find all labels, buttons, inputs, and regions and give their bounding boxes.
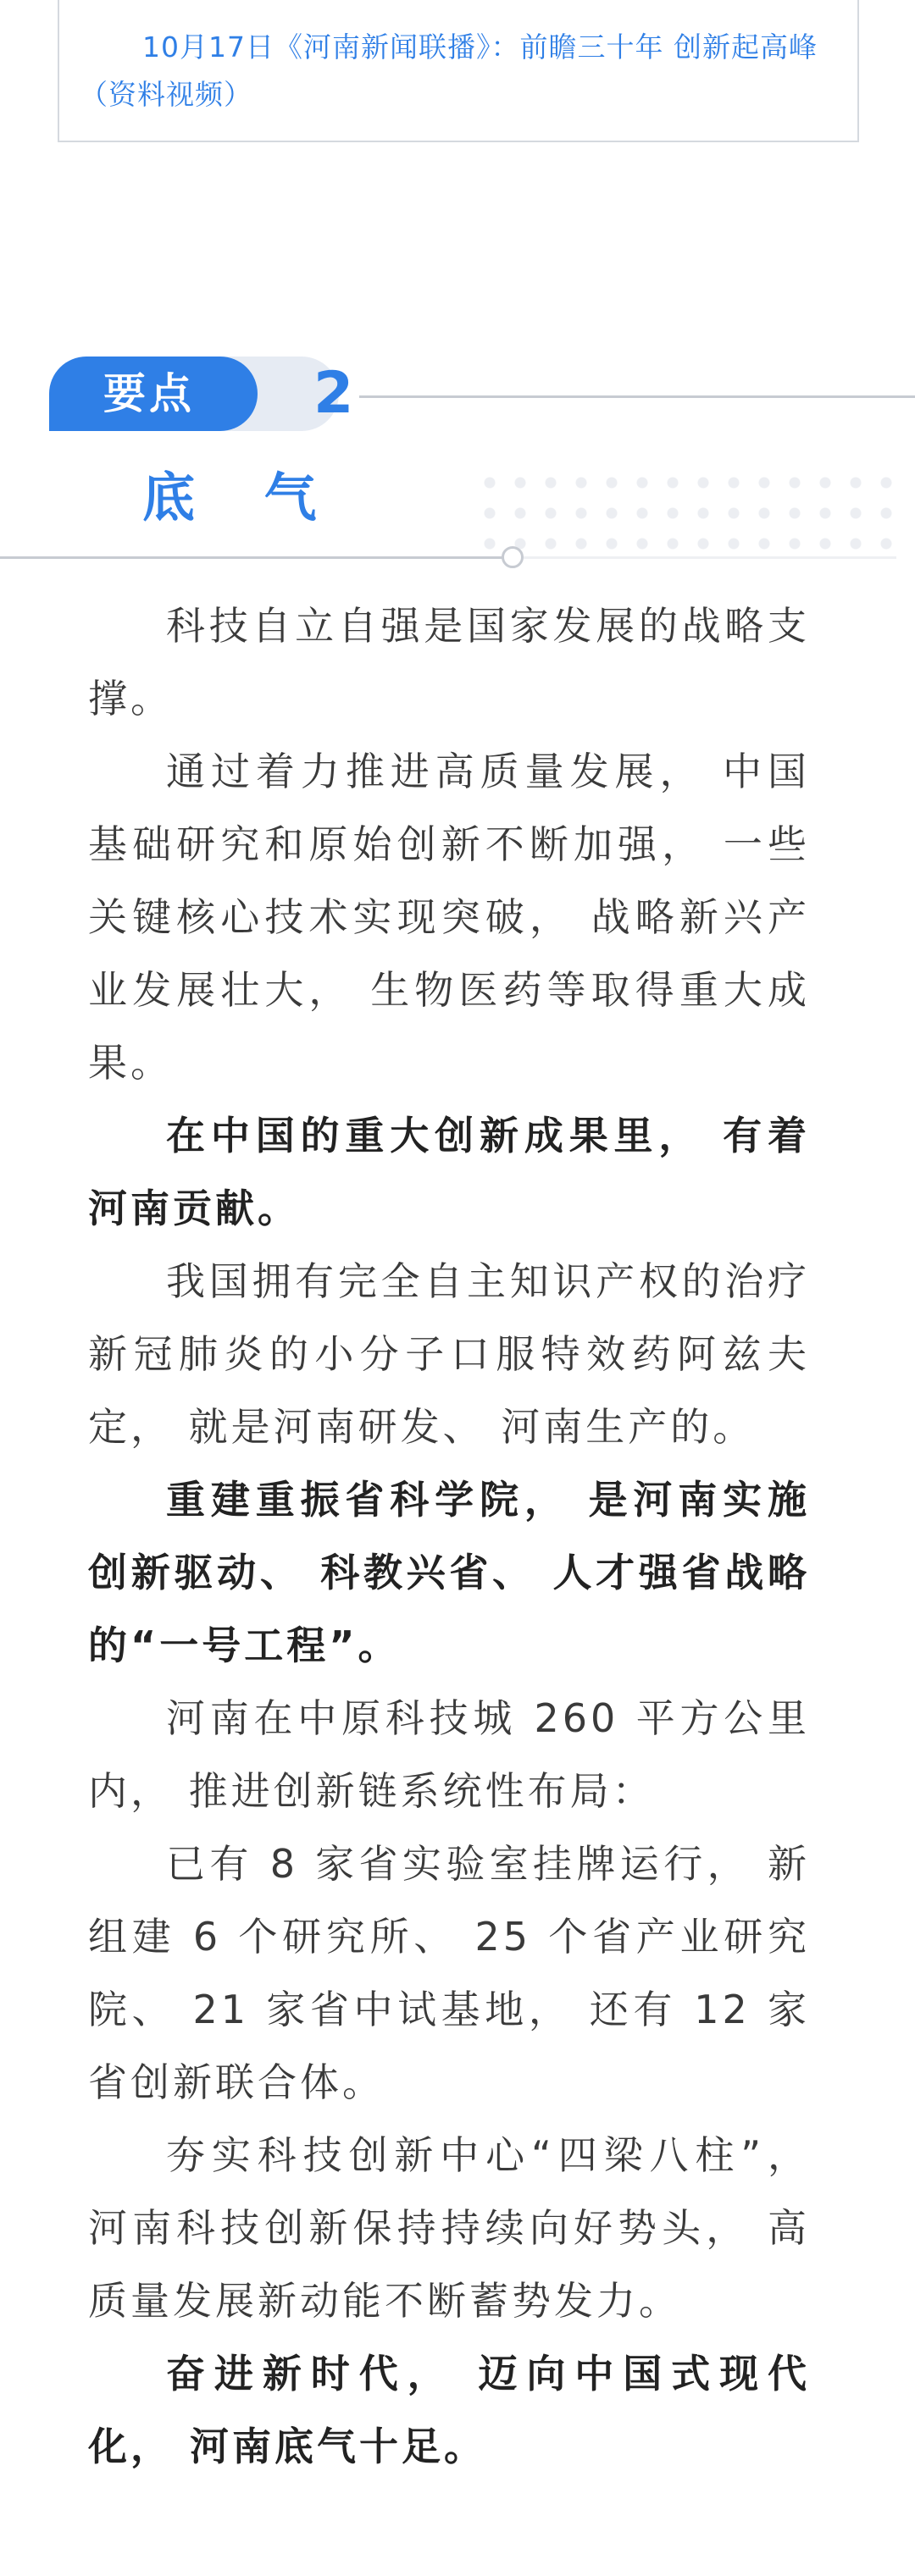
article-paragraph: 奋进新时代， 迈向中国式现代化， 河南底气十足。	[88, 2351, 810, 2469]
video-reference-link[interactable]: 10月17日《河南新闻联播》：前瞻三十年 创新起高峰（资料视频）	[80, 30, 818, 111]
article-paragraph: 通过着力推进高质量发展， 中国基础研究和原始创新不断加强， 一些关键核心技术实现突破， 战略新兴产业发展壮大， 生物医药等取得重大成果。	[88, 749, 810, 1086]
title-divider	[0, 556, 512, 559]
article-paragraph: 我国拥有完全自主知识产权的治疗新冠肺炎的小分子口服特效药阿兹夫定， 就是河南研发、 河南生产的。	[88, 1258, 810, 1450]
section-title: 底 气	[142, 467, 342, 528]
header-divider	[359, 395, 915, 398]
article-paragraph: 科技自立自强是国家发展的战略支撑。	[88, 603, 810, 721]
article-paragraph: 已有 8 家省实验室挂牌运行， 新组建 6 个研究所、 25 个省产业研究院、 21 家省中试基地， 还有 12 家省创新联合体。	[88, 1841, 810, 2105]
article-paragraph: 重建重振省科学院， 是河南实施创新驱动、 科教兴省、 人才强省战略的“一号工程”。	[88, 1477, 810, 1668]
dot-pattern-decoration	[474, 467, 898, 562]
key-point-label: 要点	[103, 369, 195, 418]
key-point-badge	[49, 357, 354, 431]
title-divider-faint	[524, 556, 896, 559]
article-body	[88, 589, 810, 2483]
article-paragraph: 河南在中原科技城 260 平方公里内， 推进创新链系统性布局：	[88, 1695, 810, 1814]
key-point-badge-corner	[49, 394, 86, 431]
key-point-number: 2	[313, 360, 354, 427]
article-paragraph: 夯实科技创新中心“四梁八柱”， 河南科技创新保持持续向好势头， 高质量发展新动能不断蓄势发力。	[88, 2132, 810, 2324]
divider-ring-icon	[502, 546, 524, 568]
article-paragraph: 在中国的重大创新成果里， 有着河南贡献。	[88, 1113, 810, 1231]
